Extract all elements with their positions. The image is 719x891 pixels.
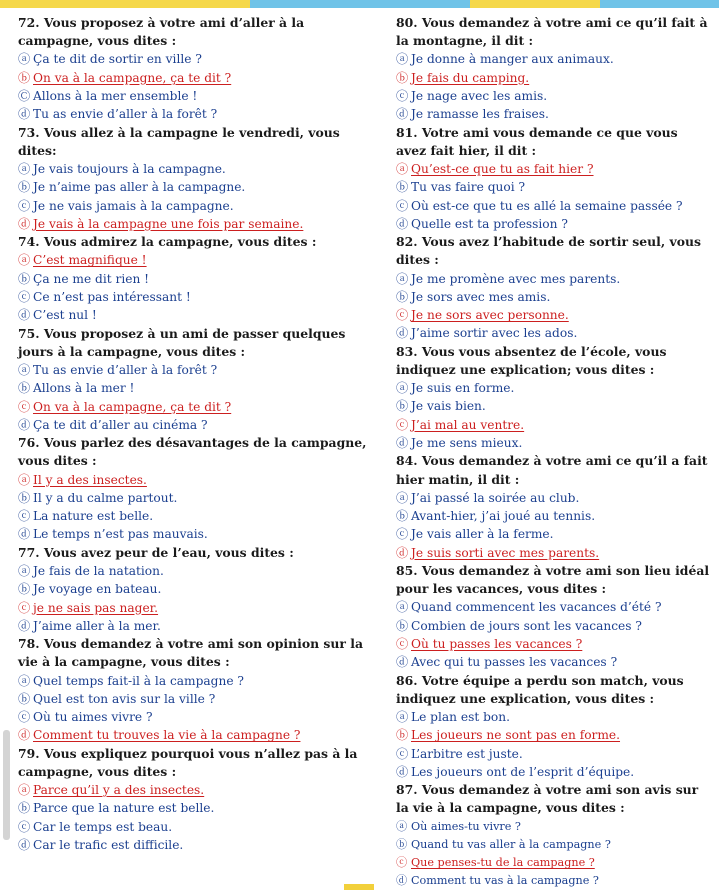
option-text: Car le temps est beau. [33, 819, 173, 834]
option-text: Avec qui tu passes les vacances ? [411, 655, 618, 670]
option-marker: ⓒ [18, 819, 31, 834]
option-text: Avant-hier, j’ai joué au tennis. [411, 509, 596, 524]
option-text: Quand tu vas aller à la campagne ? [411, 837, 611, 851]
answer-option [18, 562, 368, 580]
question-text: 77. Vous avez peur de l’eau, vous dites : [18, 544, 294, 560]
answer-option [396, 598, 712, 616]
option-marker: Ⓒ [18, 89, 31, 103]
option-marker: ⓓ [396, 436, 409, 451]
option-text: Où tu aimes vivre ? [33, 710, 153, 725]
answer-option [396, 836, 712, 854]
answer-option [396, 653, 712, 671]
option-text: Quel est ton avis sur la ville ? [33, 691, 216, 706]
option-marker: ⓐ [396, 709, 409, 724]
option-text: Je voyage en bateau. [33, 582, 162, 597]
answer-option [18, 525, 368, 543]
answer-option [396, 818, 712, 836]
option-text: Je me promène avec mes parents. [411, 271, 621, 286]
option-marker: ⓐ [396, 162, 409, 176]
option-marker: ⓐ [18, 52, 31, 67]
answer-option [18, 379, 368, 397]
answer-option [18, 507, 368, 525]
answer-option [396, 745, 712, 763]
correct-answer-option [18, 251, 368, 269]
option-text: Quel temps fait-il à la campagne ? [33, 673, 244, 688]
question-block [18, 745, 368, 855]
option-marker: ⓑ [396, 509, 409, 524]
question-block [18, 124, 368, 234]
question-text: 82. Vous avez l’habitude de sortir seul, vous dites : [396, 234, 701, 268]
question-text: 80. Vous demandez à votre ami ce qu’il fait à la montagne, il dit : [396, 15, 708, 49]
question-text: 87. Vous demandez à votre ami son avis sur la vie à la campagne, vous dites : [396, 782, 699, 816]
option-marker: ⓐ [396, 271, 409, 286]
question-block [18, 233, 368, 324]
option-text: Où tu passes les vacances ? [411, 636, 583, 651]
correct-answer-option [18, 398, 368, 416]
option-text: Quelle est ta profession ? [411, 216, 568, 231]
top-bar-yellow-segment [0, 0, 250, 8]
answer-option [396, 617, 712, 635]
option-marker: ⓐ [18, 362, 31, 377]
answer-option [396, 270, 712, 288]
bottom-decorative-mark [344, 884, 374, 890]
answer-option [396, 489, 712, 507]
option-marker: ⓑ [18, 801, 31, 816]
option-marker: ⓒ [18, 289, 31, 304]
option-text: Les joueurs ne sont pas en forme. [411, 728, 621, 743]
option-marker: ⓑ [396, 837, 408, 851]
option-text: Que penses-tu de la campagne ? [411, 856, 595, 870]
option-text: Combien de jours sont les vacances ? [411, 618, 642, 633]
option-marker: ⓒ [396, 746, 409, 761]
answer-option [18, 361, 368, 379]
option-marker: ⓐ [396, 52, 409, 67]
question-block [18, 325, 368, 435]
question-block [396, 672, 712, 782]
option-marker: ⓓ [396, 545, 409, 560]
question-text: 76. Vous parlez des désavantages de la campagne, vous dites : [18, 435, 367, 469]
option-marker: ⓓ [396, 655, 409, 670]
question-block [18, 544, 368, 635]
question-text: 79. Vous expliquez pourquoi vous n’allez pas à la campagne, vous dites : [18, 745, 358, 779]
option-marker: ⓒ [396, 89, 409, 103]
answer-option [396, 434, 712, 452]
option-marker: ⓓ [18, 618, 31, 633]
option-text: Je vais aller à la ferme. [411, 527, 554, 542]
answer-option [18, 799, 368, 817]
option-marker: ⓓ [18, 107, 31, 122]
option-marker: ⓑ [396, 618, 409, 633]
question-block [396, 452, 712, 562]
option-marker: ⓒ [396, 636, 409, 651]
option-text: Le plan est bon. [411, 709, 510, 724]
option-marker: ⓓ [18, 527, 31, 542]
option-text: Je vais à la campagne une fois par semaine. [33, 216, 304, 231]
left-question-column [18, 14, 368, 854]
answer-option [18, 306, 368, 324]
option-text: J’aime aller à la mer. [33, 618, 161, 633]
answer-option [18, 160, 368, 178]
option-text: Je ne sors avec personne. [411, 308, 569, 323]
question-block [18, 635, 368, 745]
option-marker: ⓐ [396, 490, 409, 505]
option-marker: ⓐ [18, 472, 31, 487]
option-marker: ⓐ [18, 162, 31, 176]
scroll-indicator [3, 730, 10, 840]
option-text: Tu vas faire quoi ? [411, 180, 526, 195]
correct-answer-option [396, 726, 712, 744]
correct-answer-option [396, 306, 712, 324]
question-block [396, 233, 712, 343]
option-text: L’arbitre est juste. [411, 746, 523, 761]
option-text: Les joueurs ont de l’esprit d’équipe. [411, 764, 635, 779]
correct-answer-option [396, 416, 712, 434]
option-marker: ⓑ [18, 490, 31, 505]
option-marker: ⓑ [396, 728, 409, 743]
option-text: C’est nul ! [33, 308, 97, 323]
answer-option [18, 105, 368, 123]
answer-option [18, 416, 368, 434]
question-text: 72. Vous proposez à votre ami d’aller à la campagne, vous dites : [18, 15, 305, 49]
question-block [396, 781, 712, 891]
option-text: Je me sens mieux. [411, 436, 523, 451]
option-marker: ⓓ [18, 728, 31, 743]
answer-option [396, 105, 712, 123]
option-text: Ça te dit de sortir en ville ? [33, 52, 202, 67]
option-text: Je n’aime pas aller à la campagne. [33, 180, 246, 195]
answer-option [396, 525, 712, 543]
answer-option [18, 178, 368, 196]
answer-option [18, 489, 368, 507]
answer-option [396, 379, 712, 397]
option-text: Je donne à manger aux animaux. [411, 52, 614, 67]
option-text: On va à la campagne, ça te dit ? [33, 399, 232, 414]
option-marker: ⓐ [18, 783, 31, 798]
option-text: Tu as envie d’aller à la forêt ? [33, 362, 218, 377]
question-text: 74. Vous admirez la campagne, vous dites : [18, 234, 317, 250]
question-block [396, 562, 712, 672]
option-text: Parce qu’il y a des insectes. [33, 783, 205, 798]
option-text: Parce que la nature est belle. [33, 801, 215, 816]
option-marker: ⓐ [396, 600, 409, 615]
option-text: Comment tu trouves la vie à la campagne ? [33, 728, 301, 743]
answer-option [18, 818, 368, 836]
top-bar-yellow-segment [470, 0, 600, 8]
question-text: 73. Vous allez à la campagne le vendredi, vous dites: [18, 124, 340, 158]
option-marker: ⓐ [18, 673, 31, 688]
top-bar-blue-segment [250, 0, 470, 8]
answer-option [396, 507, 712, 525]
question-text: 81. Votre ami vous demande ce que vous avez fait hier, il dit : [396, 124, 678, 158]
top-bar-blue-segment [600, 0, 719, 8]
option-marker: ⓓ [396, 326, 409, 341]
answer-option [396, 87, 712, 105]
option-marker: ⓒ [18, 710, 31, 725]
answer-option [18, 672, 368, 690]
option-marker: ⓐ [18, 563, 31, 578]
option-marker: ⓓ [396, 107, 409, 122]
question-block [396, 124, 712, 234]
option-marker: ⓑ [18, 271, 31, 286]
option-text: Allons à la mer ensemble ! [33, 89, 198, 103]
option-marker: ⓒ [18, 399, 31, 414]
answer-option [396, 872, 712, 890]
correct-answer-option [18, 471, 368, 489]
option-text: Allons à la mer ! [33, 381, 135, 396]
option-text: Je ramasse les fraises. [411, 107, 549, 122]
answer-option [18, 50, 368, 68]
answer-option [396, 215, 712, 233]
option-text: je ne sais pas nager. [33, 600, 159, 615]
question-text: 75. Vous proposez à un ami de passer quelques jours à la campagne, vous dites : [18, 325, 346, 359]
answer-option [18, 87, 368, 105]
question-text: 83. Vous vous absentez de l’école, vous indiquez une explication; vous dites : [396, 343, 667, 377]
option-marker: ⓑ [396, 289, 409, 304]
option-marker: ⓒ [396, 527, 409, 542]
option-text: Je ne vais jamais à la campagne. [33, 198, 234, 213]
option-marker: ⓑ [18, 381, 31, 396]
answer-option [396, 178, 712, 196]
correct-answer-option [396, 635, 712, 653]
correct-answer-option [396, 544, 712, 562]
option-marker: ⓑ [18, 582, 31, 597]
answer-option [18, 617, 368, 635]
option-text: Je sors avec mes amis. [411, 289, 551, 304]
option-text: Je fais de la natation. [33, 563, 164, 578]
option-text: J’aime sortir avec les ados. [411, 326, 578, 341]
option-text: Car le trafic est difficile. [33, 838, 184, 853]
right-question-column [396, 14, 712, 891]
option-text: Qu’est-ce que tu as fait hier ? [411, 162, 594, 176]
option-marker: ⓑ [396, 70, 409, 85]
option-marker: ⓑ [396, 399, 409, 414]
correct-answer-option [18, 69, 368, 87]
option-text: Le temps n’est pas mauvais. [33, 527, 208, 542]
answer-option [18, 288, 368, 306]
option-text: Comment tu vas à la campagne ? [411, 874, 599, 888]
option-text: Il y a du calme partout. [33, 490, 178, 505]
option-marker: ⓐ [396, 819, 408, 833]
correct-answer-option [396, 69, 712, 87]
option-text: Je suis sorti avec mes parents. [411, 545, 600, 560]
question-block [396, 343, 712, 453]
option-marker: ⓓ [396, 874, 408, 888]
answer-option [18, 708, 368, 726]
option-text: La nature est belle. [33, 509, 154, 524]
correct-answer-option [396, 160, 712, 178]
option-text: Il y a des insectes. [33, 472, 147, 487]
option-marker: ⓓ [396, 764, 409, 779]
correct-answer-option [18, 599, 368, 617]
option-text: C’est magnifique ! [33, 253, 147, 268]
question-block [396, 14, 712, 124]
option-marker: ⓓ [18, 216, 31, 231]
correct-answer-option [18, 215, 368, 233]
option-text: Ça ne me dit rien ! [33, 271, 150, 286]
option-text: J’ai passé la soirée au club. [411, 490, 580, 505]
option-marker: ⓒ [396, 308, 409, 323]
answer-option [396, 397, 712, 415]
answer-option [396, 324, 712, 342]
option-marker: ⓒ [396, 856, 408, 870]
top-decorative-bar [0, 0, 719, 8]
question-text: 78. Vous demandez à votre ami son opinion sur la vie à la campagne, vous dites : [18, 636, 363, 670]
option-marker: ⓒ [396, 198, 409, 213]
option-marker: ⓒ [18, 509, 31, 524]
answer-option [18, 836, 368, 854]
option-marker: ⓓ [396, 216, 409, 231]
option-marker: ⓑ [18, 691, 31, 706]
answer-option [18, 690, 368, 708]
correct-answer-option [396, 854, 712, 872]
option-marker: ⓓ [18, 417, 31, 432]
answer-option [18, 197, 368, 215]
option-text: Je vais bien. [411, 399, 486, 414]
option-marker: ⓒ [18, 600, 31, 615]
answer-option [396, 763, 712, 781]
correct-answer-option [18, 726, 368, 744]
option-text: Tu as envie d’aller à la forêt ? [33, 107, 218, 122]
option-text: On va à la campagne, ça te dit ? [33, 70, 232, 85]
option-text: Je suis en forme. [411, 381, 515, 396]
answer-option [18, 270, 368, 288]
option-text: Je nage avec les amis. [411, 89, 548, 103]
question-text: 85. Vous demandez à votre ami son lieu idéal pour les vacances, vous dites : [396, 562, 710, 597]
option-marker: ⓒ [18, 198, 31, 213]
option-text: Ce n’est pas intéressant ! [33, 289, 191, 304]
question-block [18, 434, 368, 544]
option-marker: ⓓ [18, 308, 31, 323]
option-text: Je fais du camping. [411, 70, 530, 85]
option-marker: ⓐ [396, 381, 409, 396]
option-text: Quand commencent les vacances d’été ? [411, 600, 662, 615]
option-text: Ça te dit d’aller au cinéma ? [33, 417, 208, 432]
option-text: J’ai mal au ventre. [411, 417, 525, 432]
option-marker: ⓐ [18, 253, 31, 268]
option-marker: ⓒ [396, 417, 409, 432]
answer-option [396, 708, 712, 726]
option-marker: ⓑ [396, 180, 409, 195]
option-text: Où aimes-tu vivre ? [411, 819, 521, 833]
option-text: Je vais toujours à la campagne. [33, 162, 226, 176]
option-text: Où est-ce que tu es allé la semaine passée ? [411, 198, 683, 213]
answer-option [396, 197, 712, 215]
answer-option [396, 50, 712, 68]
option-marker: ⓑ [18, 70, 31, 85]
question-text: 86. Votre équipe a perdu son match, vous indiquez une explication, vous dites : [396, 672, 684, 706]
correct-answer-option [18, 781, 368, 799]
option-marker: ⓑ [18, 180, 31, 195]
question-text: 84. Vous demandez à votre ami ce qu’il a fait hier matin, il dit : [396, 453, 708, 487]
answer-option [396, 288, 712, 306]
answer-option [18, 580, 368, 598]
question-block [18, 14, 368, 124]
option-marker: ⓓ [18, 838, 31, 853]
